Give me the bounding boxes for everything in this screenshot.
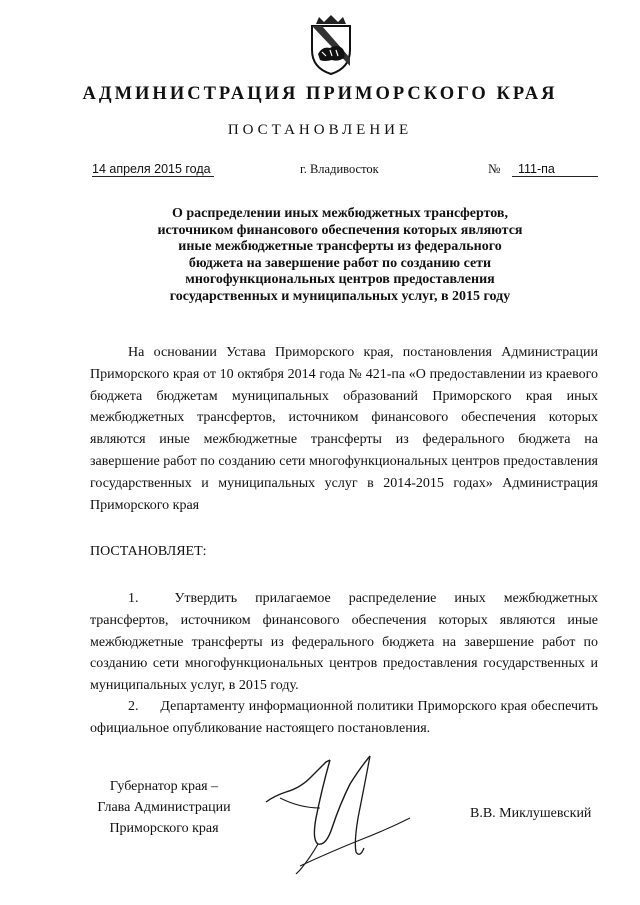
- number-label: №: [488, 161, 501, 176]
- signatory-title-line: Глава Администрации: [97, 800, 231, 815]
- document-date: 14 апреля 2015 года: [92, 162, 214, 177]
- preamble-paragraph: На основании Устава Приморского края, постановления Администрации Приморского края от 10 октября 2014 года № 421-па «О предоставлении из краевого бюджета бюджетам муниципальных образований Приморского края иных межбюджетных трансфертов, источником финансового обеспечения которых являются иные межбюджетные трансферты из федерального бюджета на завершение работ по созданию сети многофункциональных центров предоставления государственных и муниципальных услуг в 2014-2015 годах» Администрация Приморского края: [90, 345, 598, 513]
- item-number: 2.: [128, 699, 139, 714]
- document-title: О распределении иных межбюджетных трансфертов, источником финансового обеспечения которых являются иные межбюджетные трансферты из федерального бюджета на завершение работ по созданию сети многофункциональных центров предоставления государственных и муниципальных услуг, в 2015 году: [157, 206, 523, 304]
- item-number: 1.: [128, 591, 139, 606]
- document-number: 111-па: [512, 162, 598, 177]
- document-type: ПОСТАНОВЛЕНИЕ: [227, 122, 413, 138]
- item-text: Утвердить прилагаемое распределение иных межбюджетных трансфертов, источником финансового обеспечения которых являются иные межбюджетные трансферты из федерального бюджета на завершение работ по созданию сети многофункциональных центров предоставления государственных и муниципальных услуг, в 2015 году.: [90, 591, 598, 694]
- handwritten-signature: [260, 748, 420, 876]
- signatory-title-line: Приморского края: [109, 821, 219, 836]
- signatory-name: В.В. Миклушевский: [470, 806, 592, 821]
- list-item: [90, 696, 598, 740]
- coat-of-arms-emblem: [304, 14, 358, 76]
- organization-name: АДМИНИСТРАЦИЯ ПРИМОРСКОГО КРАЯ: [82, 84, 558, 104]
- document-city: г. Владивосток: [300, 162, 379, 176]
- signatory-title-line: Губернатор края –: [109, 779, 219, 794]
- list-item: [90, 588, 598, 697]
- signatory-title: [86, 776, 242, 839]
- item-text: Департаменту информационной политики Приморского края обеспечить официальное опубликование настоящего постановления.: [90, 699, 598, 736]
- resolves-heading: ПОСТАНОВЛЯЕТ:: [90, 544, 207, 559]
